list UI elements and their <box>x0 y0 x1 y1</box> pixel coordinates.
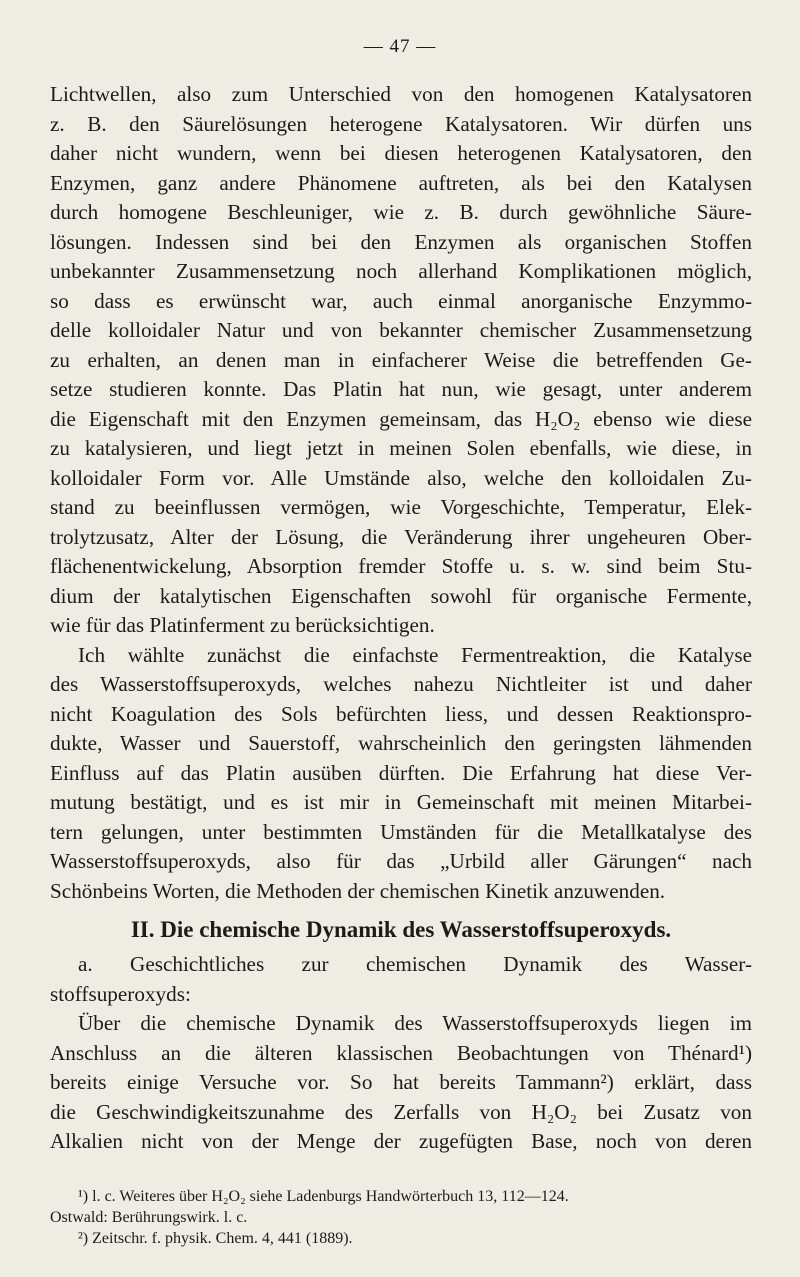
text-line: trolytzusatz, Alter der Lösung, die Veränderung ihrer ungeheuren Ober- <box>50 524 752 549</box>
text-line: kolloidaler Form vor. Alle Umstände also, welche den kolloidalen Zu- <box>50 465 752 490</box>
footnote-2: ²) Zeitschr. f. physik. Chem. 4, 441 (1889). <box>78 1230 353 1247</box>
text-line: Anschluss an die älteren klassischen Beobachtungen von Thénard¹) <box>50 1040 752 1065</box>
text-line: dium der katalytischen Eigenschaften sowohl für organische Fermente, <box>50 583 752 608</box>
text-line: bereits einige Versuche vor. So hat bereits Tammann²) erklärt, dass <box>50 1070 752 1094</box>
text-line: stoffsuperoxyds: <box>50 981 191 1006</box>
text-line: die Geschwindigkeitszunahme des Zerfalls von H₂O₂ bei Zusatz von <box>50 1099 752 1124</box>
text-line: Über die chemische Dynamik des Wasserstoffsuperoxyds liegen im <box>78 1011 752 1035</box>
text-line: Schönbeins Worten, die Methoden der chemischen Kinetik anzuwenden. <box>50 878 666 903</box>
text-line: daher nicht wundern, wenn bei diesen heterogenen Katalysatoren, den <box>50 141 752 165</box>
text-line: delle kolloidaler Natur und von bekannter chemischer Zusammensetzung <box>50 318 752 342</box>
text-line: Ich wählte zunächst die einfachste Fermentreaktion, die Katalyse <box>78 642 752 667</box>
text-line: Lichtwellen, also zum Unterschied von den homogenen Katalysatoren <box>50 82 752 106</box>
text-line: zu erhalten, an denen man in einfacherer Weise die betreffenden Ge- <box>50 347 752 372</box>
text-line: Alkalien nicht von der Menge der zugefügten Base, noch von deren <box>50 1129 752 1153</box>
text-line: zu katalysieren, und liegt jetzt in meinen Solen ebenfalls, wie diese, in <box>50 436 752 460</box>
text-line: wie für das Platinferment zu berücksichtigen. <box>50 613 435 637</box>
text-line: stand zu beeinflussen vermögen, wie Vorgeschichte, Temperatur, Elek- <box>50 495 752 519</box>
text-line: tern gelungen, unter bestimmten Umständen für die Metallkatalyse des <box>50 819 752 844</box>
text-line: die Eigenschaft mit den Enzymen gemeinsam, das H₂O₂ ebenso wie diese <box>50 406 752 431</box>
text-line: des Wasserstoffsuperoxyds, welches nahezu Nichtleiter ist und daher <box>50 672 752 696</box>
text-line: nicht Koagulation des Sols befürchten liess, und dessen Reaktionspro- <box>50 701 752 726</box>
page-number: — 47 — <box>363 36 437 57</box>
paragraph-1 <box>50 80 752 641</box>
section-heading: II. Die chemische Dynamik des Wasserstoffsuperoxyds. <box>130 917 672 942</box>
text-line: z. B. den Säurelösungen heterogene Katalysatoren. Wir dürfen uns <box>50 111 752 136</box>
text-line: flächenentwickelung, Absorption fremder Stoffe u. s. w. sind beim Stu- <box>50 554 752 578</box>
footnote-1: ¹) l. c. Weiteres über H₂O₂ siehe Ladenburgs Handwörterbuch 13, 112—124. <box>78 1188 569 1205</box>
text-line: mutung bestätigt, und es ist mir in Gemeinschaft mit meinen Mitarbei- <box>50 790 752 814</box>
paragraph-2 <box>50 641 752 907</box>
body-text <box>50 80 752 1157</box>
footnotes <box>50 1186 752 1249</box>
footnote-1-continued: Ostwald: Berührungswirk. l. c. <box>50 1209 248 1226</box>
text-line: so dass es erwünscht war, auch einmal anorganische Enzymmo- <box>50 288 752 313</box>
text-line: setze studieren konnte. Das Platin hat nun, wie gesagt, unter anderem <box>50 377 752 401</box>
subsection-heading <box>50 950 752 1009</box>
paragraph-3 <box>50 1009 752 1157</box>
text-line: Enzymen, ganz andere Phänomene auftreten, als bei den Katalysen <box>50 170 752 195</box>
text-line: a. Geschichtliches zur chemischen Dynamik des Wasser- <box>78 952 752 976</box>
text-line: unbekannter Zusammensetzung noch allerhand Komplikationen möglich, <box>50 259 752 283</box>
text-line: Wasserstoffsuperoxyds, also für das „Urbild aller Gärungen“ nach <box>50 849 752 873</box>
text-line: lösungen. Indessen sind bei den Enzymen als organischen Stoffen <box>50 229 752 254</box>
text-line: durch homogene Beschleuniger, wie z. B. durch gewöhnliche Säure- <box>50 200 752 224</box>
text-line: Einfluss auf das Platin ausüben dürften. Die Erfahrung hat diese Ver- <box>50 760 752 785</box>
text-line: dukte, Wasser und Sauerstoff, wahrscheinlich den geringsten lähmenden <box>50 731 752 755</box>
